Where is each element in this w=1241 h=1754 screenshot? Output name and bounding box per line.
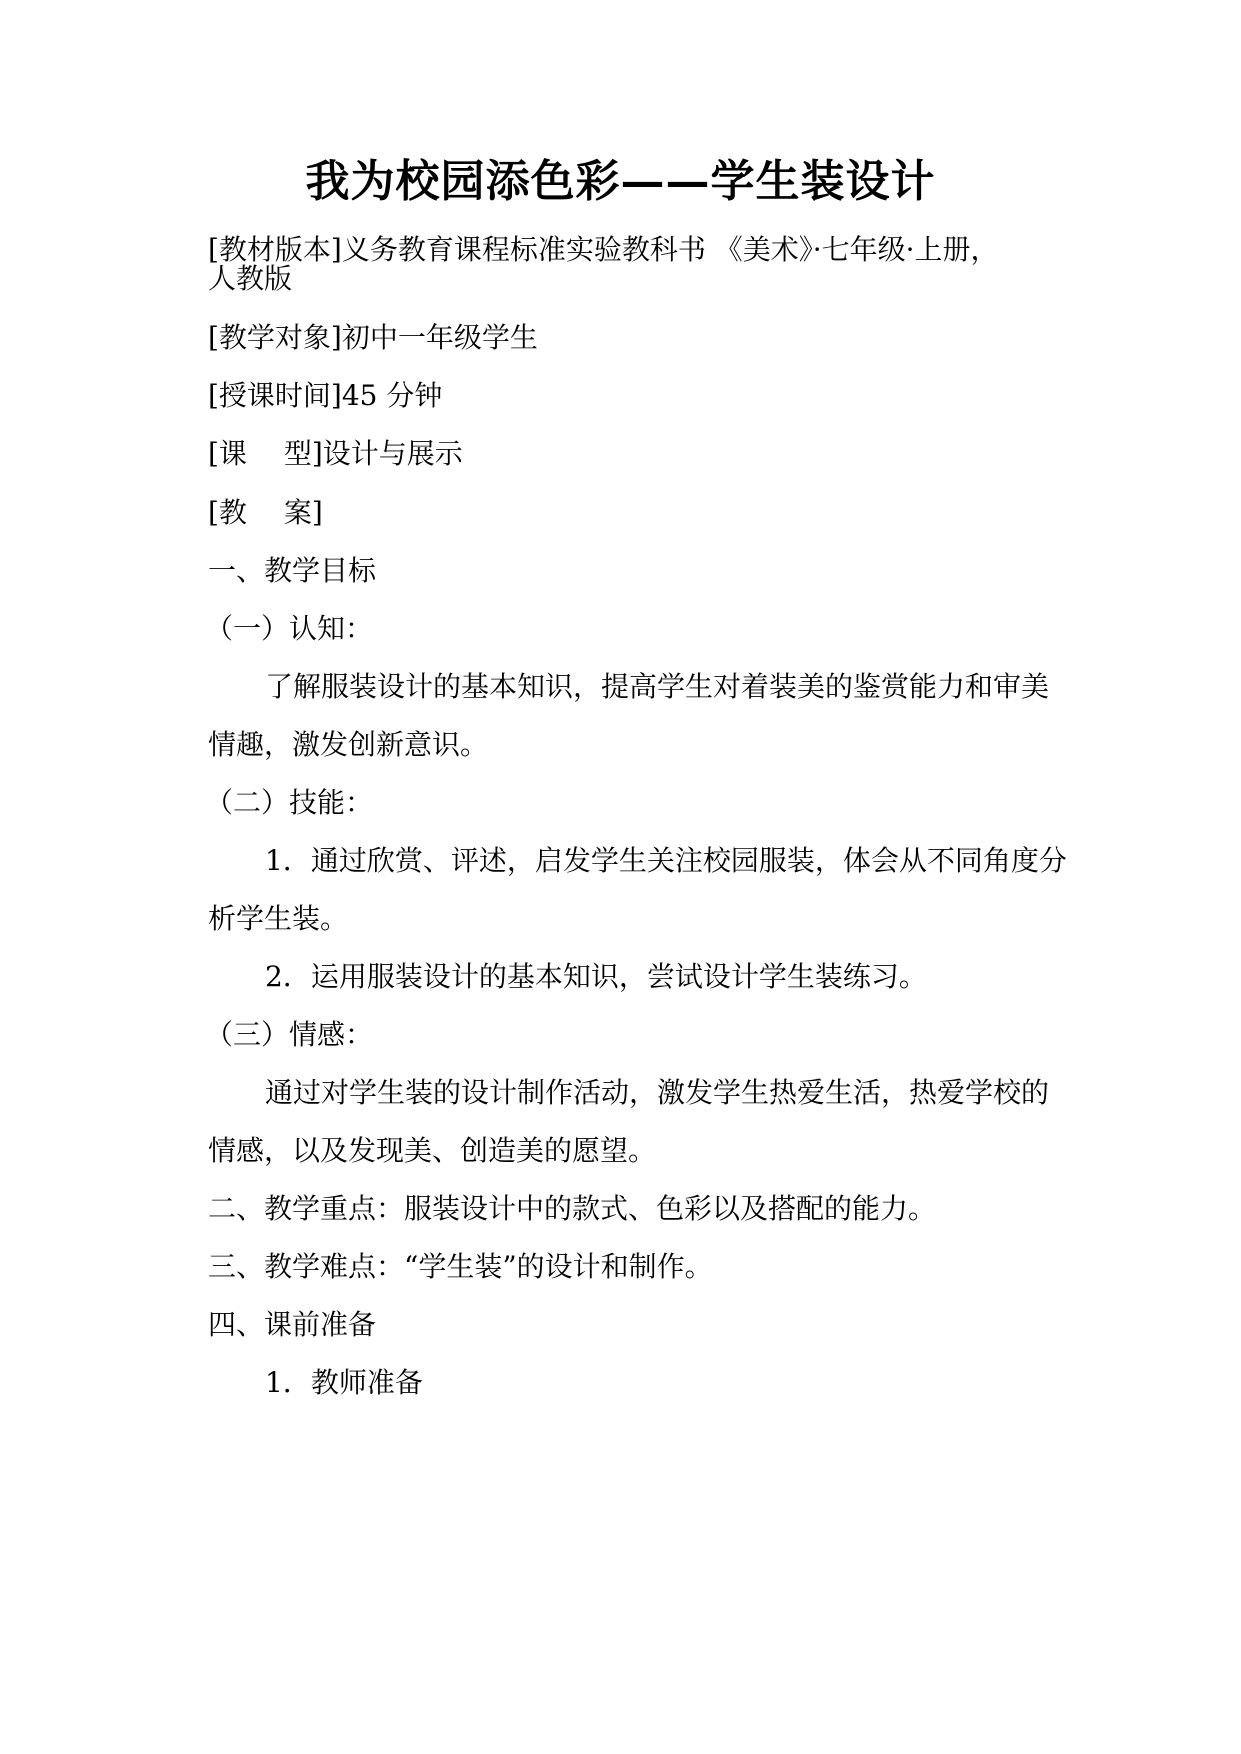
section-heading: 三、教学难点：“学生装”的设计和制作。 [208, 1250, 713, 1283]
subsection-heading: （一）认知： [205, 612, 374, 645]
section-heading: 四、课前准备 [208, 1308, 377, 1341]
paragraph-line: 情感，以及发现美、创造美的愿望。 [208, 1134, 657, 1167]
section-heading: 二、教学重点：服装设计中的款式、色彩以及搭配的能力。 [208, 1192, 937, 1225]
textbook-edition-line-cont: 人教版 [208, 262, 293, 295]
paragraph-line: 通过对学生装的设计制作活动，激发学生热爱生活，热爱学校的 [265, 1076, 1050, 1109]
subsection-heading: （三）情感： [205, 1018, 374, 1051]
paragraph-line: 1．通过欣赏、评述，启发学生关注校园服装，体会从不同角度分 [265, 844, 1067, 877]
paragraph-line: 析学生装。 [208, 902, 349, 935]
teaching-target-line: [教学对象]初中一年级学生 [208, 321, 538, 354]
paragraph-line: 情趣，激发创新意识。 [208, 728, 489, 761]
document-title: 我为校园添色彩——学生装设计 [305, 156, 936, 207]
paragraph-line: 了解服装设计的基本知识，提高学生对着装美的鉴赏能力和审美 [265, 670, 1050, 703]
lesson-plan-line: [教 案] [208, 496, 323, 529]
class-time-line: [授课时间]45 分钟 [208, 379, 443, 412]
textbook-edition-line: [教材版本]义务教育课程标准实验教科书 《美术》·七年级·上册， [208, 233, 999, 266]
subsection-heading: （二）技能： [205, 786, 374, 819]
paragraph-line: 1．教师准备 [265, 1366, 423, 1399]
lesson-type-line: [课 型]设计与展示 [208, 437, 463, 470]
paragraph-line: 2．运用服装设计的基本知识，尝试设计学生装练习。 [265, 960, 927, 993]
section-heading: 一、教学目标 [208, 554, 377, 587]
